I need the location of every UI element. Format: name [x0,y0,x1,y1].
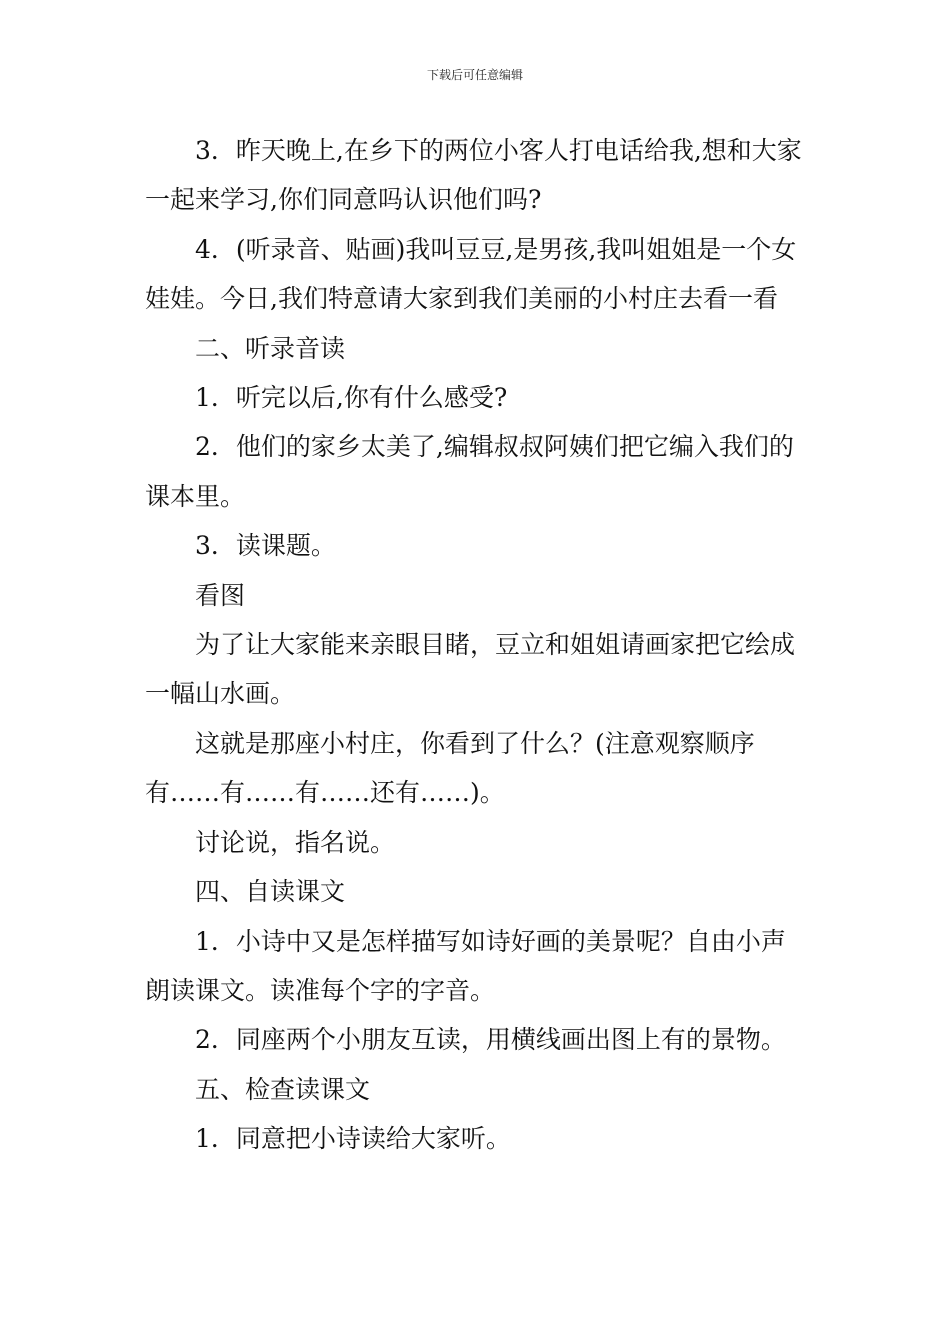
paragraph: 3．读课题。 [195,531,336,561]
paragraph: 看图 [195,580,246,610]
section-heading: 四、自读课文 [195,877,346,907]
paragraph: 1．听完以后,你有什么感受? [195,383,508,413]
paragraph: 这就是那座小村庄，你看到了什么？(注意观察顺序有……有……有……还有……)。 [145,728,755,808]
page-header: 下载后可任意编辑 [426,68,523,82]
section-heading: 五、检查读课文 [195,1074,371,1104]
section-heading: 二、听录音读 [195,333,346,363]
paragraph: 讨论说，指名说。 [195,827,396,857]
paragraph: 2．他们的家乡太美了,编辑叔叔阿姨们把它编入我们的课本里。 [145,432,794,511]
paragraph: 1．小诗中又是怎样描写如诗好画的美景呢？自由小声朗读课文。读准每个字的字音。 [145,926,786,1005]
paragraph: 1．同意把小诗读给大家听。 [195,1124,511,1154]
paragraph: 4．(听录音、贴画)我叫豆豆,是男孩,我叫姐姐是一个女娃娃。今日,我们特意请大家到我们美丽的小村庄去看一看 [145,234,797,314]
paragraph: 3．昨天晚上,在乡下的两位小客人打电话给我,想和大家一起来学习,你们同意吗认识他们吗? [145,136,802,215]
paragraph: 为了让大家能来亲眼目睹，豆立和姐姐请画家把它绘成一幅山水画。 [145,630,796,709]
document-body [145,126,810,1164]
paragraph: 2．同座两个小朋友互读，用横线画出图上有的景物。 [195,1025,786,1055]
